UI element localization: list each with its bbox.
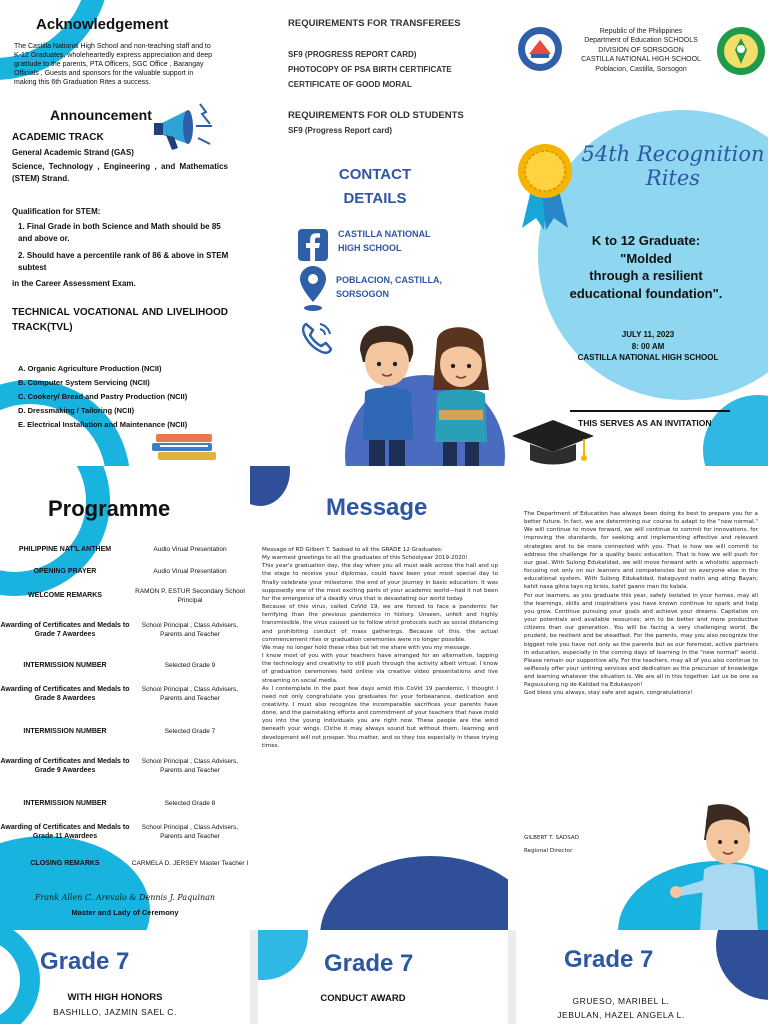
message-continuation [524, 510, 758, 698]
programme-row [0, 568, 250, 577]
grade-title: Grade 7 [324, 950, 414, 977]
programme-row [0, 622, 250, 640]
tvl-item: E. Electrical Installation and Maintenance (NCII) [18, 420, 188, 429]
programme-performer: Selected Grade 7 [164, 728, 216, 735]
qualification-item [18, 250, 230, 274]
transferee-requirement: SF9 (PROGRESS REPORT CARD) [288, 50, 417, 59]
panel-announcement [0, 0, 250, 466]
programme-row [0, 824, 250, 842]
stem-strand: Science, Technology , Engineering , and Mathematics (STEM) Strand. [12, 162, 228, 183]
tvl-item: B. Computer System Servicing (NCII) [18, 378, 150, 387]
announcement-title: Announcement [50, 107, 152, 123]
programme-item: Awarding of Certificates and Medals to Grade 8 Awardees [0, 686, 130, 702]
message-title: Message [326, 494, 428, 521]
cover-script-title [578, 142, 768, 190]
event-venue: CASTILLA NATIONAL HIGH SCHOOL [577, 353, 719, 363]
message-paragraph: Message of RD Gilbert T. Sadsad to all the GRADE 12 Graduates: [262, 547, 443, 553]
qualification-heading: Qualification for STEM: [12, 207, 101, 216]
programme-performer: Audio Virual Presentation [153, 546, 227, 553]
gas-strand: General Academic Strand (GAS) [12, 148, 134, 157]
signatory-name: GILBERT T. SADSAD [524, 835, 580, 841]
programme-row [0, 686, 250, 704]
panel-grade-list [516, 930, 768, 1024]
script-title-line: 54th Recognition [581, 142, 765, 166]
awardee-name: GRUESO, MARIBEL L. [572, 996, 670, 1006]
message-body [262, 546, 498, 750]
programme-item: OPENING PRAYER [33, 568, 97, 575]
theme-line: "Molded [620, 250, 672, 266]
header-line: Poblacion, Castilla, Sorsogon [595, 65, 687, 73]
message-paragraph: For our learners, as you graduate this year, safely isolated in your homes, may all the learnings, skills and inspirations you have known continue to spark and help you grow. Continue pursuing your goals and achieve your dreams. Capitalize on your potentials and available resources; aim to be better and more productive citizens than our generation. You will be facing a very challenging world. Be prudent, be resilient and be steadfast. For the parents, may you also recognize the biggest role you have not only as the parents but as our foremost, active partners in education, especially in the coming days of learning in the "new normal" world. Please remain our supportive ally. For the teachers, may all of you also continue to selflessly offer your untiring services and dedication as the precursor of knowledge and learning whatever the situation is. We are all in this together. Let us be one sa Pagsusulong ng de-Kalidad na Edukasyon! [524, 592, 758, 689]
books-icon [150, 430, 220, 466]
academic-track-heading: ACADEMIC TRACK [12, 132, 104, 143]
message-paragraph: This year's graduation day, the day when you all must walk across the hall and up the stage to receive your diplomas, could have been your most special day to finally celebrate your milestone: the end of your journey in basic education. It was supposedly one of the most exciting parts of your academic world—had it not been for the emergence of a deadly virus that is devastating our world today. [262, 563, 498, 602]
programme-performer: Selected Grade 9 [164, 662, 216, 669]
qualification-text: Final Grade in both Science and Math should be 85 and above or. [18, 222, 221, 243]
contact-address: POBLACION, CASTILLA, SORSOGON [336, 275, 442, 299]
programme-performer: School Principal , Class Advisers, Parents and Teacher [141, 622, 239, 638]
qualification-tail: in the Career Assessment Exam. [12, 279, 136, 288]
award-heading: CONDUCT AWARD [320, 993, 406, 1004]
programme-performer: Audio Virual Presentation [153, 568, 227, 575]
programme-row [0, 860, 250, 869]
programme-item: Awarding of Certificates and Medals to Grade 11 Awardees [0, 824, 130, 840]
deped-logo [517, 26, 563, 72]
decor-circle [716, 930, 768, 1000]
grade-title: Grade 7 [564, 946, 654, 973]
theme-line: K to 12 Graduate: [591, 233, 701, 248]
transferee-requirement: PHOTOCOPY OF PSA BIRTH CERTIFICATE [288, 65, 452, 74]
acknowledgement-body: The Castilla National High School and non-teaching staff and to K-12 Graduates, wholeheartedly express appreciation and deep gratitude to the parents, PTA Officers, SGC Office , Barangay Officials , Guests and sponsors for the valuable support in making this 6th Graduation Rites a success. [14, 43, 213, 87]
masters-of-ceremony-label: Master and Lady of Ceremony [71, 908, 179, 917]
contact-title-line: DETAILS [343, 190, 407, 207]
location-pin-icon [300, 266, 326, 312]
old-student-requirement: SF9 (Progress Report card) [288, 126, 393, 135]
script-title-line: Rites [645, 166, 701, 191]
programme-row [0, 728, 250, 737]
programme-item: CLOSING REMARKS [30, 860, 100, 867]
tvl-item: C. Cookery/ Bread and Pastry Production (NCII) [18, 392, 188, 401]
header-line: Department of Education SCHOOLS [584, 37, 698, 45]
decor-circle [250, 466, 290, 506]
programme-performer: School Principal , Class Advisers, Parents and Teacher [141, 758, 239, 774]
panel-programme [0, 466, 250, 930]
programme-performer: Selected Grade 8 [164, 800, 216, 807]
transferee-requirement: CERTIFICATE OF GOOD MORAL [288, 80, 412, 89]
message-paragraph: We may no longer hold these rites but let me share with you my message. [262, 644, 472, 651]
awardee-name: BASHILLO, JAZMIN SAEL C. [53, 1007, 177, 1017]
panel-cover [508, 0, 768, 466]
programme-item: Awarding of Certificates and Medals to Grade 7 Awardees [0, 622, 130, 638]
students-illustration [355, 320, 505, 466]
qualification-text: Should have a percentile rank of 86 & above in STEM subtest [18, 251, 229, 272]
signatory-title: Regional Director [524, 848, 573, 854]
acknowledgement-title: Acknowledgement [36, 16, 169, 33]
event-time: 8: 00 AM [631, 341, 665, 351]
programme-item: Awarding of Certificates and Medals to Grade 9 Awardees [0, 758, 130, 774]
message-paragraph: The Department of Education has always been doing its best to prepare you for a better future. In fact, we are determining our course to adapt to the "new normal." We will continue to move forward, we will continue to commit for innovations, for improving the standards, for seeking and implementing effective and relevant strategies and to be more connected with you. That is how we will commit to address the challenge for a quality basic education. That is how we will push for our goal. With Sulong Edukalidad, we will move forward with a wholistic approach focusing not only on our learners and competencies but on everyone else in the educational system. With Sulong Edukalidad, itataguyod natin ang ating Bayan; kahit nasa gitna tayo ng krisis, kahit gaano man ito kalala. [524, 511, 758, 591]
old-students-heading: REQUIREMENTS FOR OLD STUDENTS [288, 110, 464, 121]
event-date: JULY 11, 2023 [621, 330, 675, 339]
programme-item: PHILIPPINE NAT'L ANTHEM [18, 546, 112, 553]
programme-performer: CARMELA D. JERSEY Master Teacher I [131, 860, 249, 867]
tvl-heading: TECHNICAL VOCATIONAL AND LIVELIHOOD TRACK(TVL) [12, 307, 228, 333]
programme-item: INTERMISSION NUMBER [23, 728, 107, 735]
qualification-number: 1. [18, 222, 25, 231]
message-paragraph: Because of this virus, called CoVid 19, we are forced to face a pandemic far terrifying than the previous pandemics in history. Unseen, unfelt and highly transmissible, the virus caused us to follow strict protocols such as social distancing and prohibiting conduct of mass gatherings. Because of this, the actual commencement rites or graduation ceremonies were no longer possible. [262, 604, 499, 643]
invitation-rule [570, 410, 730, 412]
tvl-item: D. Dressmaking / Tailoring (NCII) [18, 406, 135, 415]
header-line: Republic of the Philippines [599, 28, 683, 35]
panel-grade-conduct [258, 930, 508, 1024]
decor-circle [258, 930, 308, 980]
cover-theme [528, 232, 764, 302]
contact-school: CASTILLA NATIONAL HIGH SCHOOL [338, 229, 431, 253]
graduation-cap-icon [508, 416, 598, 466]
masters-of-ceremony-names: Frank Allen C. Arevalo & Dennis J. Paquinan [34, 893, 216, 902]
transferees-heading: REQUIREMENTS FOR TRANSFEREES [288, 18, 461, 29]
programme-item: INTERMISSION NUMBER [23, 662, 107, 669]
programme-row [0, 662, 250, 671]
phone-icon[interactable] [298, 318, 336, 356]
facebook-icon[interactable] [298, 229, 328, 261]
panel-message-continued [508, 466, 768, 930]
qualification-item [18, 221, 230, 245]
contact-title [320, 163, 430, 211]
theme-line: through a resilient [589, 268, 703, 284]
message-paragraph: I know most of you with your teachers have arranged for an alternative, tapping the technology and creativity to still push through the activity albeit virtual. I know of graduation ceremonies held online via creative video presentations and live streaming on social media. [262, 653, 498, 684]
programme-performer: School Principal , Class Advisers, Parents and Teacher [141, 824, 239, 840]
message-paragraph: God bless you always, stay safe and again, congratulations! [524, 690, 693, 697]
tvl-item: A. Organic Agriculture Production (NCII) [18, 364, 162, 373]
event-details [538, 329, 758, 364]
qualification-number: 2. [18, 251, 25, 260]
boy-pointing-illustration [668, 800, 768, 930]
awardee-name: JEBULAN, HAZEL ANGELA L. [557, 1010, 685, 1020]
message-paragraph: As I contemplate in the past few days amid this CoVid 19 pandemic, I thought I need not only congratulate you graduates for your forbearance, dedication and creativity. I must also recognize the incomparable sacrifices your parents have done, and the painstaking efforts and commitment of your teachers that have mold you into the young individuals you are right now. These people are the wind beneath your wings. Cliche it may always sound but without them, learning and development will not prosper. You matter, and so they too especially in these trying times. [262, 685, 498, 749]
decor-circle [320, 856, 508, 930]
programme-row [0, 758, 250, 776]
contact-title-line: CONTACT [338, 166, 412, 183]
programme-item: WELCOME REMARKS [28, 592, 102, 600]
school-seal-logo [716, 26, 766, 76]
decor-circle [703, 395, 768, 466]
programme-item: INTERMISSION NUMBER [23, 800, 107, 807]
megaphone-icon [150, 96, 230, 156]
panel-contact [250, 0, 508, 466]
medal-ribbon-icon [514, 140, 576, 230]
programme-title: Programme [48, 496, 171, 521]
theme-line: educational foundation". [569, 285, 723, 301]
header-line: CASTILLA NATIONAL HIGH SCHOOL [581, 56, 701, 64]
programme-row [0, 588, 250, 606]
cover-header [560, 27, 722, 74]
programme-performer: School Principal , Class Advisers, Parents and Teacher [141, 686, 239, 702]
message-paragraph: My warmest greetings to all the graduates of this Schoolyear 2019-2020! [262, 555, 468, 562]
programme-performer: RAMON P. ESTUR Secondary School Principal [135, 588, 245, 604]
header-line: DIVISION OF SORSOGON [598, 46, 684, 54]
panel-grade-honors [0, 930, 250, 1024]
panel-message [250, 466, 508, 930]
grade-title: Grade 7 [40, 948, 130, 975]
programme-row [0, 546, 250, 555]
programme-row [0, 800, 250, 809]
award-heading: WITH HIGH HONORS [67, 992, 163, 1003]
invitation-text: THIS SERVES AS AN INVITATION [578, 418, 712, 428]
